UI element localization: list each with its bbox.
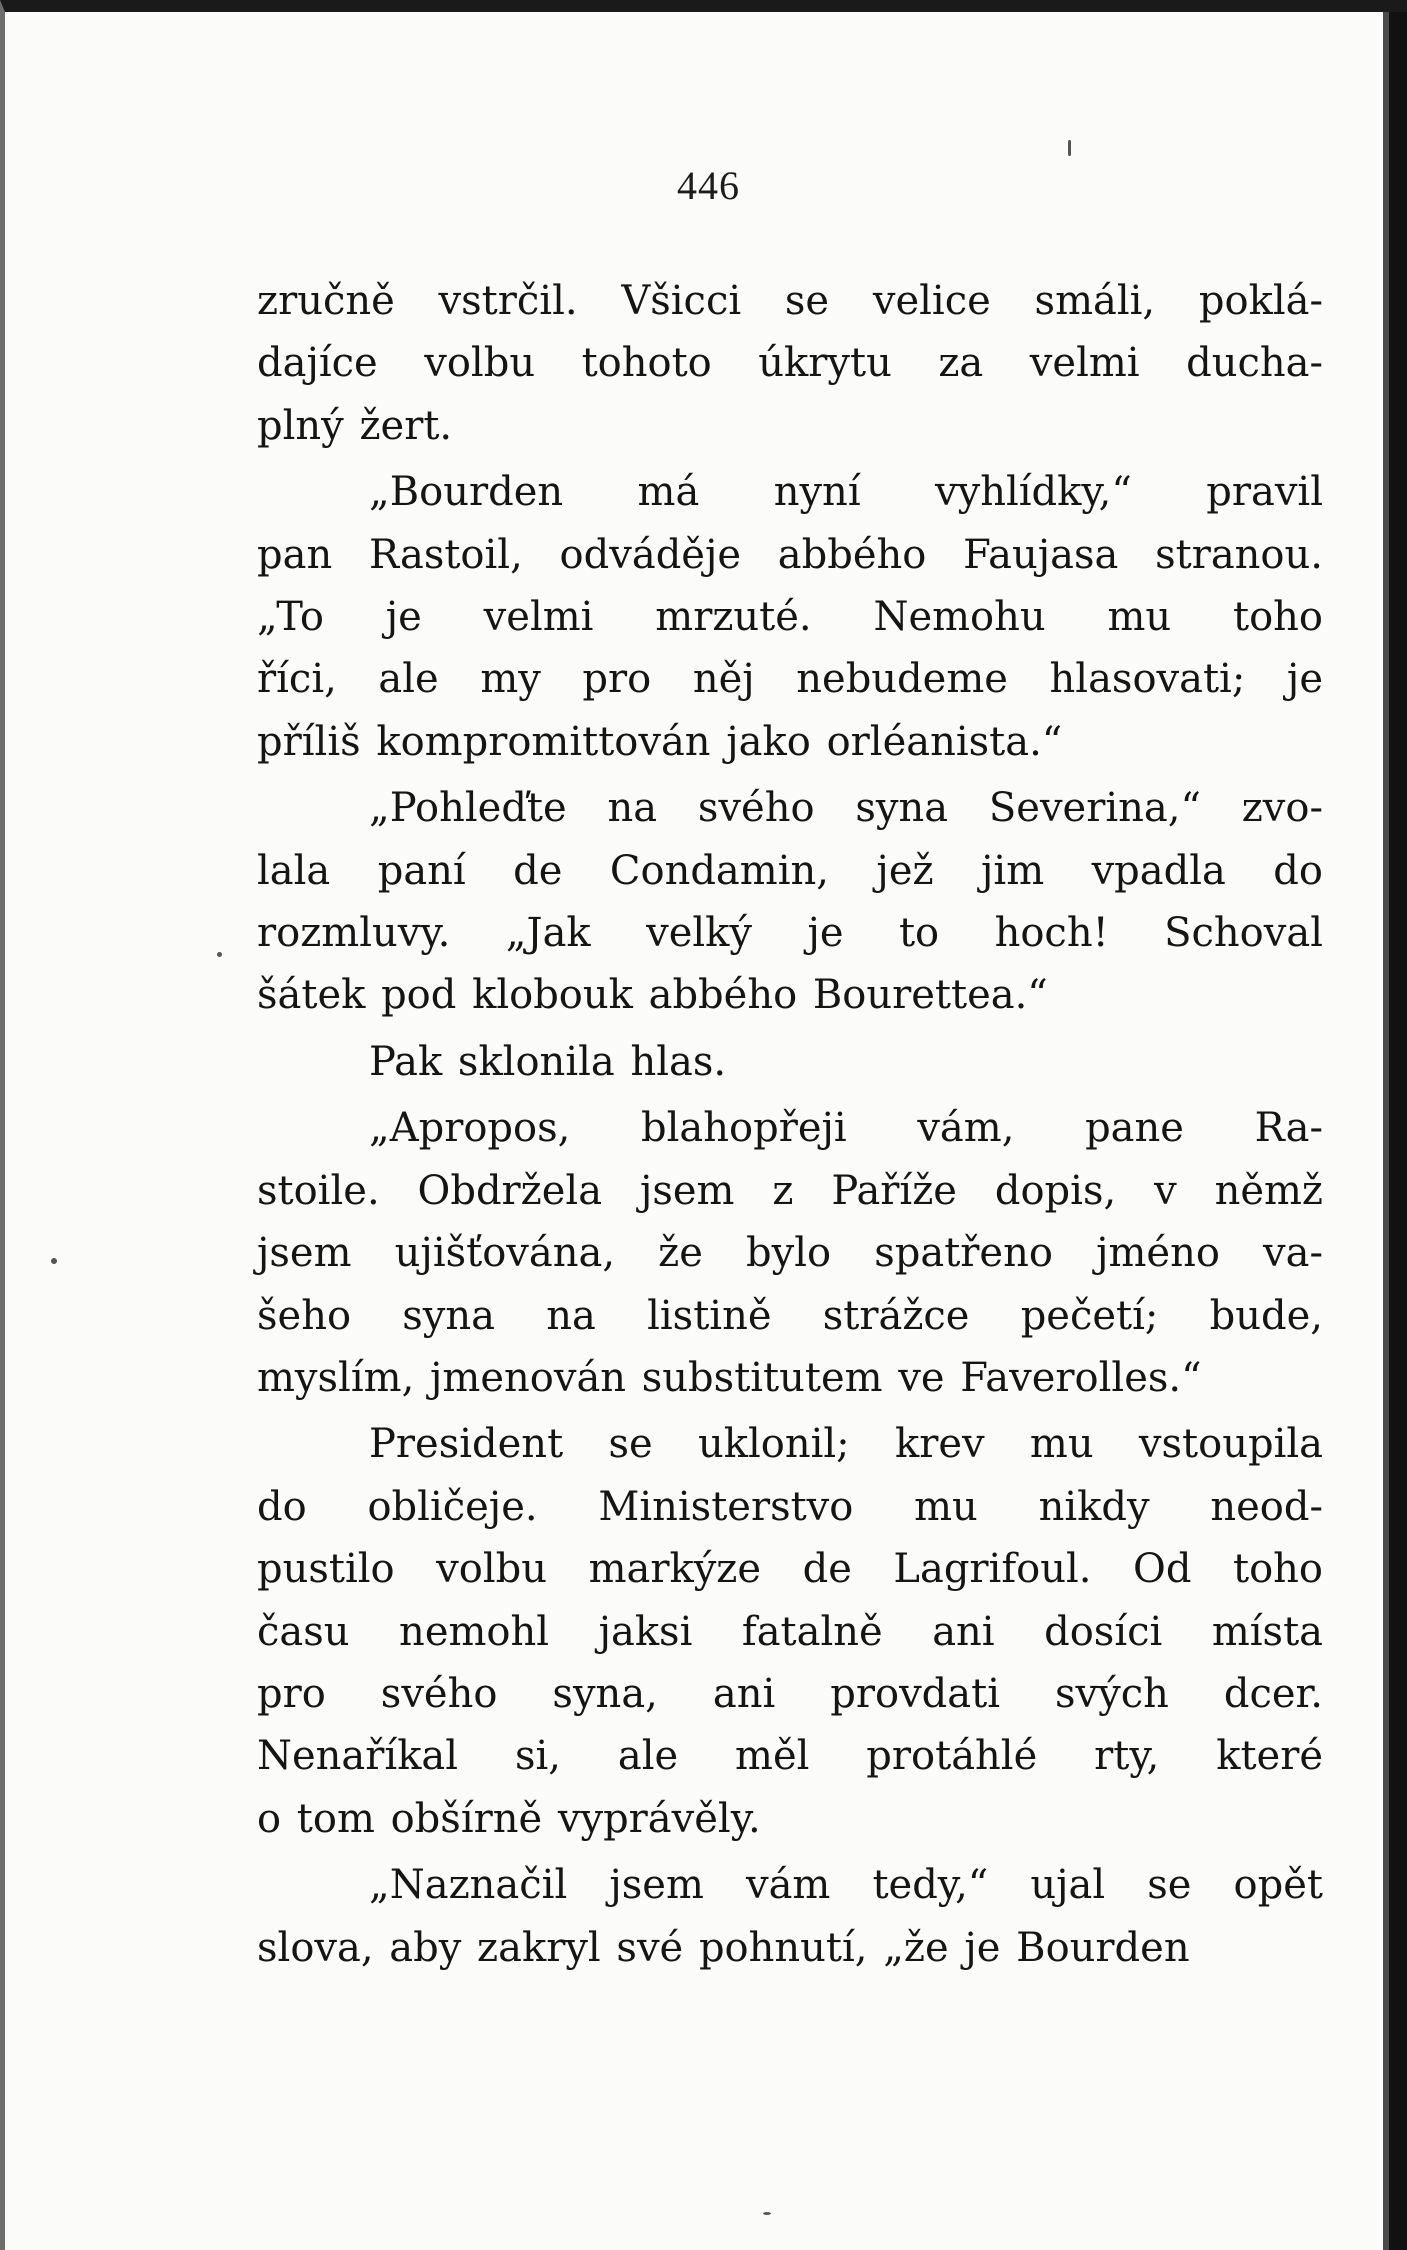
text-line: říci, ale my pro něj nebudeme hlasovati; je [257,656,1323,703]
text-line: Pak sklonila hlas. [369,1038,727,1085]
paragraph [257,1031,1323,1093]
text-line: President se uklonil; krev mu vstoupila [369,1421,1323,1468]
text-line: šátek pod klobouk abbého Bourettea.“ [257,972,1048,1019]
text-line: zručně vstrčil. Všicci se velice smáli, poklá- [257,278,1323,324]
text-line: dajíce volbu tohoto úkrytu za velmi ducha- [257,340,1323,387]
text-line: „To je velmi mrzuté. Nemohu mu toho [257,594,1323,641]
scan-speck [217,952,222,957]
text-line: pro svého syna, ani provdati svých dcer. [257,1670,1323,1717]
text-line: lala paní de Condamin, jež jim vpadla do [257,847,1323,894]
page-edge-border [1389,12,1407,2250]
text-line: plný žert. [257,402,453,449]
paragraph [257,1413,1323,1850]
text-line: rozmluvy. „Jak velký je to hoch! Schoval [257,910,1323,957]
paragraph [257,461,1323,773]
body-text [257,270,1323,1983]
text-line: jsem ujišťována, že bylo spatřeno jméno va- [257,1230,1323,1277]
text-line: myslím, jmenován substitutem ve Faverolles.“ [257,1354,1202,1401]
scan-speck [763,2212,771,2215]
text-line: do obličeje. Ministerstvo mu nikdy neod- [257,1483,1323,1530]
text-line: „Apropos, blahopřeji vám, pane Ra- [369,1105,1323,1152]
text-line: času nemohl jaksi fatalně ani dosíci místa [257,1608,1323,1655]
text-line: pustilo volbu markýze de Lagrifoul. Od toho [257,1546,1323,1593]
text-line: stoile. Obdržela jsem z Paříže dopis, v němž [257,1167,1323,1214]
paragraph [257,777,1323,1027]
text-line: příliš kompromittován jako orléanista.“ [257,718,1063,765]
scan-speck [1068,140,1071,156]
text-line: „Pohleďte na svého syna Severina,“ zvo- [369,785,1323,832]
text-line: „Bourden má nyní vyhlídky,“ pravil [369,469,1323,516]
text-line: „Naznačil jsem vám tedy,“ ujal se opět [369,1862,1323,1909]
paragraph [257,270,1323,457]
text-line: pan Rastoil, odváděje abbého Faujasa stranou. [257,531,1323,578]
page-number: 446 [677,163,740,208]
scan-speck [51,1258,57,1264]
text-line: o tom obšírně vyprávěly. [257,1795,761,1842]
paragraph [257,1854,1323,1979]
text-line: Nenaříkal si, ale měl protáhlé rty, které [257,1733,1323,1780]
paragraph [257,1097,1323,1409]
text-line: slova, aby zakryl své pohnutí, „že je Bourden [257,1924,1190,1971]
text-line: šeho syna na listině strážce pečetí; bude, [257,1292,1323,1339]
